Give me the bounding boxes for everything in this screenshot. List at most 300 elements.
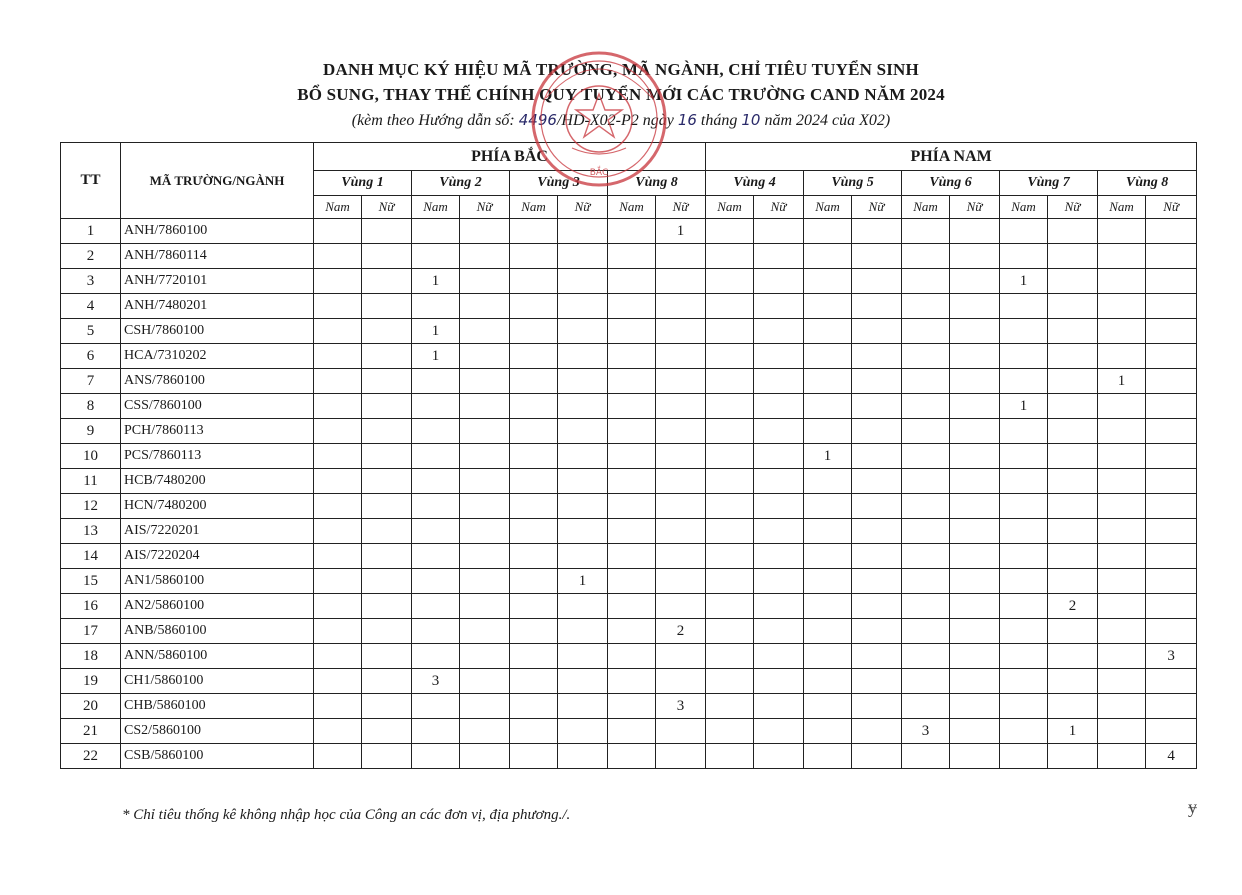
quota-cell [362, 219, 412, 244]
quota-cell: 1 [1098, 369, 1146, 394]
quota-cell [362, 494, 412, 519]
quota-cell [558, 319, 608, 344]
school-major-code: CHB/5860100 [121, 694, 314, 719]
table-row [61, 219, 1197, 244]
quota-cell [852, 569, 902, 594]
quota-cell [510, 694, 558, 719]
quota-cell [950, 419, 1000, 444]
school-major-code: PCS/7860113 [121, 444, 314, 469]
quota-cell [1000, 744, 1048, 769]
quota-cell [608, 619, 656, 644]
quota-cell [706, 669, 754, 694]
quota-cell: 2 [656, 619, 706, 644]
quota-cell [1146, 244, 1197, 269]
quota-cell [1146, 444, 1197, 469]
header-zone: Vùng 5 [804, 171, 902, 196]
quota-cell [362, 444, 412, 469]
header-sex-female: Nữ [460, 196, 510, 219]
quota-cell [852, 669, 902, 694]
quota-cell [608, 719, 656, 744]
quota-cell [1098, 494, 1146, 519]
quota-cell [314, 319, 362, 344]
quota-cell [1146, 494, 1197, 519]
quota-cell [412, 694, 460, 719]
quota-cell [852, 519, 902, 544]
quota-cell [1146, 569, 1197, 594]
quota-cell [754, 269, 804, 294]
quota-cell [804, 619, 852, 644]
quota-cell [412, 419, 460, 444]
quota-cell [754, 294, 804, 319]
quota-cell [656, 269, 706, 294]
quota-cell [460, 669, 510, 694]
quota-cell [754, 719, 804, 744]
table-row [61, 519, 1197, 544]
school-major-code: ANH/7480201 [121, 294, 314, 319]
quota-cell [558, 744, 608, 769]
quota-cell [1000, 694, 1048, 719]
quota-cell [510, 619, 558, 644]
quota-cell [608, 394, 656, 419]
quota-cell [314, 344, 362, 369]
quota-cell [558, 519, 608, 544]
row-number: 22 [61, 744, 121, 769]
quota-cell [950, 719, 1000, 744]
quota-cell [1146, 694, 1197, 719]
quota-cell [1048, 219, 1098, 244]
quota-cell [1098, 719, 1146, 744]
quota-cell [950, 394, 1000, 419]
quota-cell [608, 369, 656, 394]
school-major-code: PCH/7860113 [121, 419, 314, 444]
quota-cell [706, 369, 754, 394]
quota-cell: 1 [656, 219, 706, 244]
quota-cell [1098, 544, 1146, 569]
quota-cell [656, 244, 706, 269]
quota-cell [754, 369, 804, 394]
quota-cell [1146, 469, 1197, 494]
school-major-code: ANH/7860100 [121, 219, 314, 244]
quota-cell [412, 519, 460, 544]
quota-cell [314, 519, 362, 544]
row-number: 14 [61, 544, 121, 569]
quota-cell [510, 344, 558, 369]
quota-cell [706, 269, 754, 294]
document-title-line-2: BỔ SUNG, THAY THẾ CHÍNH QUY TUYỂN MỚI CÁC TRƯỜNG CAND NĂM 2024 [297, 85, 945, 104]
quota-cell [608, 694, 656, 719]
header-sex-female: Nữ [362, 196, 412, 219]
quota-cell [1146, 669, 1197, 694]
quota-cell [1048, 494, 1098, 519]
quota-cell [362, 569, 412, 594]
quota-cell [412, 619, 460, 644]
quota-cell [804, 694, 852, 719]
quota-cell [950, 669, 1000, 694]
quota-cell [950, 444, 1000, 469]
quota-cell [608, 594, 656, 619]
table-row [61, 394, 1197, 419]
quota-cell [656, 519, 706, 544]
row-number: 20 [61, 694, 121, 719]
quota-cell [314, 294, 362, 319]
quota-cell [950, 344, 1000, 369]
header-zone: Vùng 8 [608, 171, 706, 196]
quota-cell [656, 294, 706, 319]
quota-cell [902, 444, 950, 469]
quota-cell [950, 469, 1000, 494]
header-zone: Vùng 6 [902, 171, 1000, 196]
quota-cell [1098, 594, 1146, 619]
quota-cell [1098, 694, 1146, 719]
table-row [61, 619, 1197, 644]
quota-cell [902, 569, 950, 594]
quota-cell [902, 294, 950, 319]
quota-cell [510, 419, 558, 444]
quota-cell [460, 269, 510, 294]
quota-cell [706, 319, 754, 344]
quota-cell [706, 219, 754, 244]
quota-cell [558, 369, 608, 394]
quota-cell [706, 294, 754, 319]
quota-cell [902, 694, 950, 719]
quota-cell [754, 219, 804, 244]
quota-cell [706, 619, 754, 644]
quota-cell [754, 669, 804, 694]
quota-cell [706, 494, 754, 519]
quota-cell: 1 [412, 344, 460, 369]
quota-cell: 1 [558, 569, 608, 594]
quota-cell [1098, 644, 1146, 669]
quota-cell [852, 469, 902, 494]
quota-cell [1146, 719, 1197, 744]
school-major-code: CH1/5860100 [121, 669, 314, 694]
quota-cell [1146, 419, 1197, 444]
quota-cell [362, 544, 412, 569]
quota-cell [608, 569, 656, 594]
quota-cell [754, 494, 804, 519]
quota-cell [1048, 644, 1098, 669]
table-row [61, 594, 1197, 619]
quota-cell [314, 219, 362, 244]
header-sex-female: Nữ [558, 196, 608, 219]
quota-cell [852, 594, 902, 619]
quota-cell [412, 494, 460, 519]
quota-cell [656, 419, 706, 444]
quota-cell [706, 744, 754, 769]
quota-cell [1048, 444, 1098, 469]
row-number: 1 [61, 219, 121, 244]
margin-handwritten-mark: ɏ [1188, 797, 1197, 817]
quota-cell [1098, 619, 1146, 644]
school-major-code: AN1/5860100 [121, 569, 314, 594]
header-zone: Vùng 2 [412, 171, 510, 196]
school-major-code: ANS/7860100 [121, 369, 314, 394]
quota-cell [362, 269, 412, 294]
quota-cell [460, 219, 510, 244]
table-row [61, 269, 1197, 294]
quota-cell [706, 694, 754, 719]
quota-cell [852, 394, 902, 419]
quota-cell [950, 569, 1000, 594]
quota-cell [804, 669, 852, 694]
quota-cell [1048, 694, 1098, 719]
quota-cell [510, 294, 558, 319]
row-number: 5 [61, 319, 121, 344]
quota-cell: 1 [804, 444, 852, 469]
quota-cell [1048, 544, 1098, 569]
quota-cell [608, 344, 656, 369]
quota-cell [558, 594, 608, 619]
quota-cell [510, 394, 558, 419]
quota-cell [804, 519, 852, 544]
quota-cell [1000, 519, 1048, 544]
quota-cell [362, 419, 412, 444]
quota-cell [412, 544, 460, 569]
quota-cell [804, 269, 852, 294]
quota-cell [1146, 594, 1197, 619]
quota-cell [608, 294, 656, 319]
quota-cell [852, 294, 902, 319]
red-seal-stamp [528, 48, 670, 190]
school-major-code: AN2/5860100 [121, 594, 314, 619]
quota-cell [754, 569, 804, 594]
quota-cell [314, 369, 362, 394]
quota-cell [852, 369, 902, 394]
school-major-code: AIS/7220201 [121, 519, 314, 544]
quota-cell: 4 [1146, 744, 1197, 769]
header-sex-male: Nam [706, 196, 754, 219]
quota-cell: 3 [412, 669, 460, 694]
quota-cell [608, 519, 656, 544]
header-sex-female: Nữ [852, 196, 902, 219]
quota-cell [902, 494, 950, 519]
quota-cell [902, 594, 950, 619]
quota-cell [510, 719, 558, 744]
header-region-north: PHÍA BẮC [314, 143, 706, 171]
quota-cell [1146, 619, 1197, 644]
quota-cell [656, 569, 706, 594]
quota-cell [1146, 394, 1197, 419]
quota-cell [362, 394, 412, 419]
quota-cell [1048, 744, 1098, 769]
quota-cell [460, 294, 510, 319]
table-row [61, 569, 1197, 594]
quota-cell: 1 [412, 319, 460, 344]
quota-cell [510, 244, 558, 269]
quota-cell [460, 744, 510, 769]
quota-cell [1048, 344, 1098, 369]
quota-cell [460, 444, 510, 469]
quota-cell [950, 519, 1000, 544]
document-title-line-1: DANH MỤC KÝ HIỆU MÃ TRƯỜNG, MÃ NGÀNH, CHỈ TIÊU TUYỂN SINH [323, 60, 919, 79]
quota-cell [804, 544, 852, 569]
quota-cell [852, 219, 902, 244]
quota-cell [804, 219, 852, 244]
quota-cell [412, 719, 460, 744]
quota-cell [852, 269, 902, 294]
quota-cell [1048, 394, 1098, 419]
quota-cell [950, 744, 1000, 769]
quota-cell [1098, 519, 1146, 544]
row-number: 8 [61, 394, 121, 419]
quota-cell [1048, 469, 1098, 494]
header-zone: Vùng 4 [706, 171, 804, 196]
quota-cell [608, 544, 656, 569]
row-number: 19 [61, 669, 121, 694]
quota-cell [558, 219, 608, 244]
quota-cell [852, 544, 902, 569]
quota-cell [412, 219, 460, 244]
quota-cell [362, 344, 412, 369]
handwritten-day: 16 [677, 111, 697, 129]
quota-cell [460, 719, 510, 744]
table-row [61, 419, 1197, 444]
quota-cell [902, 669, 950, 694]
quota-cell [558, 469, 608, 494]
stamp-text: BẮC [589, 168, 609, 178]
quota-cell [804, 319, 852, 344]
quota-cell [950, 244, 1000, 269]
table-row [61, 544, 1197, 569]
quota-cell [558, 719, 608, 744]
quota-cell: 3 [902, 719, 950, 744]
quota-cell [706, 394, 754, 419]
row-number: 13 [61, 519, 121, 544]
table-row [61, 469, 1197, 494]
quota-cell [754, 394, 804, 419]
row-number: 21 [61, 719, 121, 744]
school-major-code: HCA/7310202 [121, 344, 314, 369]
quota-cell [754, 619, 804, 644]
quota-cell [902, 544, 950, 569]
quota-cell [510, 544, 558, 569]
header-sex-male: Nam [510, 196, 558, 219]
quota-cell: 1 [1000, 394, 1048, 419]
quota-cell [706, 644, 754, 669]
header-sex-male: Nam [608, 196, 656, 219]
header-tt: TT [61, 143, 121, 219]
quota-cell [852, 694, 902, 719]
header-code: MÃ TRƯỜNG/NGÀNH [121, 143, 314, 219]
header-zone: Vùng 1 [314, 171, 412, 196]
quota-cell [412, 394, 460, 419]
quota-cell [656, 344, 706, 369]
quota-cell [950, 544, 1000, 569]
quota-cell [902, 744, 950, 769]
quota-cell [510, 369, 558, 394]
header-sex-female: Nữ [950, 196, 1000, 219]
header-region-south: PHÍA NAM [706, 143, 1197, 171]
header-sex-male: Nam [1098, 196, 1146, 219]
quota-cell [608, 469, 656, 494]
quota-cell [852, 494, 902, 519]
quota-cell [754, 244, 804, 269]
quota-cell [558, 494, 608, 519]
quota-cell [804, 419, 852, 444]
quota-cell [754, 444, 804, 469]
quota-cell [608, 494, 656, 519]
table-row [61, 344, 1197, 369]
quota-cell [1048, 419, 1098, 444]
quota-cell [950, 644, 1000, 669]
quota-cell [656, 369, 706, 394]
quota-cell [950, 594, 1000, 619]
quota-cell [1048, 669, 1098, 694]
subtitle-thang-label: tháng [696, 112, 742, 129]
quota-cell [314, 644, 362, 669]
quota-cell [852, 744, 902, 769]
quota-cell [1000, 644, 1048, 669]
quota-cell [1098, 219, 1146, 244]
row-number: 11 [61, 469, 121, 494]
quota-cell: 3 [1146, 644, 1197, 669]
quota-cell [510, 219, 558, 244]
quota-cell [314, 569, 362, 594]
quota-cell [1048, 369, 1098, 394]
quota-cell [1146, 369, 1197, 394]
quota-cell [608, 244, 656, 269]
quota-cell [656, 494, 706, 519]
quota-cell [412, 444, 460, 469]
quota-cell [1098, 669, 1146, 694]
school-major-code: HCB/7480200 [121, 469, 314, 494]
table-row [61, 494, 1197, 519]
quota-cell [412, 744, 460, 769]
subtitle-code: /HD-X02-P2 [556, 112, 639, 129]
quota-cell [1098, 244, 1146, 269]
quota-cell: 1 [1048, 719, 1098, 744]
quota-cell [1000, 294, 1048, 319]
quota-cell [558, 644, 608, 669]
quota-cell [706, 469, 754, 494]
school-major-code: ANB/5860100 [121, 619, 314, 644]
header-sex-male: Nam [902, 196, 950, 219]
header-sex-male: Nam [412, 196, 460, 219]
quota-cell [706, 569, 754, 594]
quota-cell [804, 594, 852, 619]
quota-cell [362, 694, 412, 719]
school-major-code: CSB/5860100 [121, 744, 314, 769]
quota-cell [558, 669, 608, 694]
quota-cell [804, 644, 852, 669]
subtitle-prefix: (kèm theo Hướng dẫn số: [351, 112, 519, 129]
quota-cell [706, 444, 754, 469]
quota-cell [804, 394, 852, 419]
quota-cell [950, 619, 1000, 644]
quota-cell [314, 744, 362, 769]
header-sex-male: Nam [314, 196, 362, 219]
quota-cell [510, 494, 558, 519]
table-row [61, 294, 1197, 319]
quota-cell [362, 719, 412, 744]
table-row [61, 669, 1197, 694]
quota-cell [558, 444, 608, 469]
quota-cell [460, 469, 510, 494]
row-number: 2 [61, 244, 121, 269]
quota-cell [1146, 519, 1197, 544]
quota-cell [1000, 544, 1048, 569]
quota-cell [1146, 544, 1197, 569]
quota-cell [460, 494, 510, 519]
quota-cell [412, 594, 460, 619]
quota-cell [950, 319, 1000, 344]
quota-cell [314, 244, 362, 269]
quota-cell [852, 444, 902, 469]
quota-cell [1000, 669, 1048, 694]
quota-cell [314, 444, 362, 469]
quota-cell [510, 469, 558, 494]
row-number: 3 [61, 269, 121, 294]
